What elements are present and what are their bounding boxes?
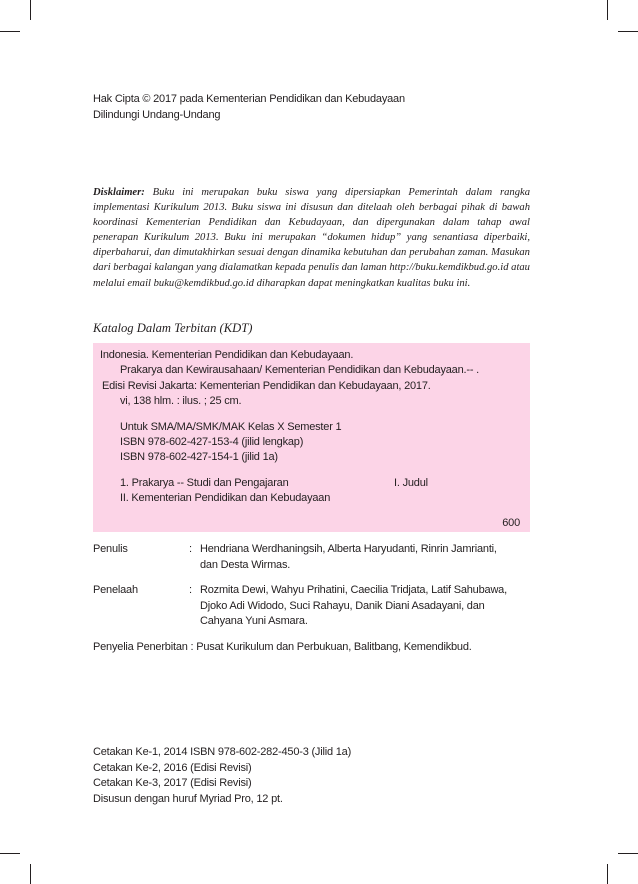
credit-value: Pusat Kurikulum dan Perbukuan, Balitbang, Kemendikbud. xyxy=(196,640,472,653)
imprint-line: Cetakan Ke-2, 2016 (Edisi Revisi) xyxy=(93,761,252,774)
kdt-line: I. Judul xyxy=(394,477,428,489)
credit-value-line: Djoko Adi Widodo, Suci Rahayu, Danik Diani Asadayani, dan xyxy=(200,599,485,612)
protected-line: Dilindungi Undang-Undang xyxy=(93,108,221,121)
disclaimer-line: Buku ini merupakan buku siswa yang dipersiapkan Pemerintah dalam rangka xyxy=(144,187,530,198)
disclaimer-line: laman http://buku.kemdikbud.go.id atau melalui email buku@kemdikbud.go.id diharapkan xyxy=(93,262,530,289)
crop-mark-bottom-right-horizontal xyxy=(618,853,638,854)
disclaimer-line: perubahan zaman. Masukan dari berbagai kalangan yang dialamatkan kepada penulis dan xyxy=(93,247,530,274)
disclaimer-paragraph xyxy=(93,185,530,291)
kdt-class-number: 600 xyxy=(502,517,520,529)
crop-mark-bottom-right-vertical xyxy=(607,864,608,884)
copyright-block xyxy=(93,92,405,123)
credit-row-penyelia xyxy=(93,640,543,656)
credits-block xyxy=(93,542,543,655)
kdt-line: vi, 138 hlm. : ilus. ; 25 cm. xyxy=(120,395,242,407)
credit-colon: : xyxy=(189,584,192,596)
credit-value xyxy=(200,583,543,630)
imprint-line: Disusun dengan huruf Myriad Pro, 12 pt. xyxy=(93,792,283,805)
crop-mark-bottom-left-horizontal xyxy=(0,853,20,854)
disclaimer-line: dapat meningkatkan kualitas buku ini. xyxy=(308,277,471,289)
crop-mark-top-right-horizontal xyxy=(618,31,638,32)
kdt-line: Prakarya dan Kewirausahaan/ Kementerian Pendidikan dan Kebudayaan.-- . xyxy=(120,364,480,376)
disclaimer-line: awal penerapan Kurikulum 2013. Buku ini merupakan “dokumen hidup” yang senantiasa xyxy=(93,217,530,244)
credit-row-penelaah xyxy=(93,583,543,630)
crop-mark-top-left-vertical xyxy=(30,0,31,20)
kdt-title: Katalog Dalam Terbitan (KDT) xyxy=(93,321,253,335)
credit-label: Penulis xyxy=(93,543,128,555)
credit-value-line: dan Desta Wirmas. xyxy=(200,558,291,571)
kdt-box xyxy=(93,343,530,532)
disclaimer-line: diperbaiki, diperbaharui, dan dimutakhirkan sesuai dengan dinamika kebutuhan dan xyxy=(93,232,530,259)
credit-label: Penelaah xyxy=(93,584,138,596)
kdt-line: 1. Prakarya -- Studi dan Pengajaran xyxy=(120,477,289,489)
kdt-line: II. Kementerian Pendidikan dan Kebudayaan xyxy=(120,492,331,504)
kdt-line: Indonesia. Kementerian Pendidikan dan Kebudayaan. xyxy=(100,349,354,361)
credit-value-line: Hendriana Werdhaningsih, Alberta Haryudanti, Rinrin Jamrianti, xyxy=(200,543,497,555)
credit-colon: : xyxy=(189,543,192,555)
imprint-line: Cetakan Ke-3, 2017 (Edisi Revisi) xyxy=(93,777,252,789)
crop-mark-bottom-left-vertical xyxy=(30,864,31,884)
kdt-line: ISBN 978-602-427-153-4 (jilid lengkap) xyxy=(120,436,304,448)
kdt-line: Untuk SMA/MA/SMK/MAK Kelas X Semester 1 xyxy=(120,421,342,433)
credit-colon: : xyxy=(190,640,194,653)
disclaimer-line: bawah koordinasi Kementerian Pendidikan dan Kebudayaan, dan dipergunakan dalam tahap xyxy=(93,202,530,229)
credit-row-penulis xyxy=(93,542,543,573)
credit-label: Penyelia Penerbitan xyxy=(93,640,188,653)
credit-value-line: Cahyana Yuni Asmara. xyxy=(200,615,308,627)
imprint-block xyxy=(93,745,351,807)
kdt-line: Edisi Revisi Jakarta: Kementerian Pendidikan dan Kebudayaan, 2017. xyxy=(102,380,431,392)
copyright-line: Hak Cipta © 2017 pada Kementerian Pendidikan dan Kebudayaan xyxy=(93,93,405,105)
disclaimer-line: implementasi Kurikulum 2013. Buku siswa ini disusun dan ditelaah oleh berbagai pihak di xyxy=(93,202,498,214)
crop-mark-top-right-vertical xyxy=(607,0,608,20)
disclaimer-label: Disklaimer: xyxy=(93,187,145,198)
imprint-line: Cetakan Ke-1, 2014 ISBN 978-602-282-450-3 (Jilid 1a) xyxy=(93,746,352,758)
credit-value xyxy=(200,542,543,573)
credit-value-line: Rozmita Dewi, Wahyu Prihatini, Caecilia Tridjata, Latif Sahubawa, xyxy=(200,584,507,596)
kdt-line: ISBN 978-602-427-154-1 (jilid 1a) xyxy=(120,451,278,463)
crop-mark-top-left-horizontal xyxy=(0,31,20,32)
